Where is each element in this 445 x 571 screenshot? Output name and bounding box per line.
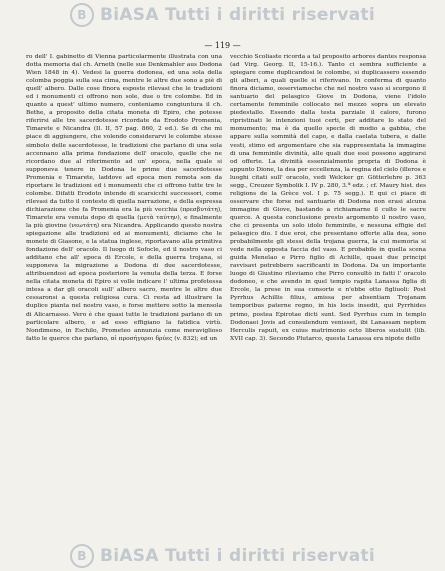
right-column: [230, 53, 426, 539]
watermark-text: BiASA Tutti i diritti riservati: [99, 546, 376, 566]
right-column-text: vecchio Scoliaste ricorda a tal proposito arbores dantes responsa (ad Virg. Georg. II, 15-16.). Tanto ci sembra sufficiente a spiegare come duplicandosi le colombe, si duplicassero essendo gli alberi, a quali quelle si riferivano. In conferma di quanto finora diciamo, osserviamoche che nel nostro vaso si scorgono il santuario del pelasgico Giove in Dodona, viene l'idolo certamente femminile collocato nel mezzo sopra un elevato piedestallo. Essendo dalla testa parziale il calore, furono ripristinati le intenzioni tuoi certi, per additare lo stato del monumento; ma è da quello specie di modio a gabbia, che appare sulla sommità del capo, e dalla caelata tubera, e dalle vesti, stimo ed argomentare che sia rappresentata la immagine di una femminile divinità, alle quali due essi possono aggirarsi od offerte. La divinità essenzialmente propria di Dodona è appunto Dione, la dea per eccellenza, la regina del cielo (illeros e luoghi citati sull' oracolo, vedi Welcker gr. Götterlehre p. 363 segg., Creuzer Symbolik I. IV p. 280, 3.ª edz. ; cf. Maury hist. des religions de la Grèce vol. I p. 75 segg.). E qui ci piace di osservare che forse nel santuario di Dodona non erasi alcuna immagine di Giove, bastando a richiamarne il culto le sacre querce. A questa conclusione presto argomento il nostro vaso, che ci presenta un solo idolo femminile, e nessuna effigie del pelasgico dio. I due eroi, che presentano offerte alla dea, sono probabilmente gli stessi della trojana guerra, la cui memoria si vede nella opposta faccia del vaso. E probabile in quella scena guida Menelao e Pirro figlio di Achille, quasi due principi ravvisavi potrebbero sacrificanti in Dodona. Da un importante luogo di Giustino rileviamo che Pirro consultò in fatti l' oracolo dodoneo, e che avendo in quel tempio rapita Lanassa figlia di Ercole, la prese in sua consorte e n'ebbe otto figliuoli: Post Pyrrhus Achillis filius, amissa per absentiam Trojanam temporibus paterne regno, in his locis insedit, qui Pyrrhides primo, postea Epirotae dicti sunt. Sed Pyrrhus cum in templo Dodonaei Jovis ad consulendum venisset, ibi Lanassam neptem Herculis rapuit, ex cuius matrimonio octo liberos sustulit (lib. XVII cap. 3). Secondo Plutarco, questa Lanassa era nipote dello: [230, 54, 426, 342]
watermark-text: BiASA Tutti i diritti riservati: [99, 5, 376, 25]
watermark-banner-bottom: [0, 543, 445, 569]
watermark-logo-icon: B: [70, 544, 94, 568]
page-number: — 119 —: [204, 41, 241, 50]
left-column-text: ro dell' I. gabinetto di Vienna particolarmente illustrata con una dotta memoria dal ch. Arneth (nelle sue Denkmahler aus Dodona Wien 1848 in 4). Vedesi la guerra dodonea, ed una sola della colomba poggia sulla sua cima, mentre le altre due sono a piè di quell' albero. Dalle cose finora esposte rilevasi che le tradizioni ed i monumenti ci offrono non sole, due o tre colombe. Ed in quanto a quest' ultimo numero, conteniamo congiuntura il ch. Bethe, a proposito della citata moneta di Epiro, che potesse riferirsi alle tre sacerdotesse ricordate da Erodoto Promenia, Timarete e Nicandra (Il. II, 57 pag. 860, 2 ed.). Se di che mi piace di aggiungere, che volendo considerarvi le colombe stesse simbolo delle sacerdotesse, le tradizioni che parlano di una sola accennano alla prima fondazione dell' oracolo, quelle che ne ricordano due al riferimento ad un' epoca, nella quale si supponeva tenere in Dodona le prime due sacerdotesse Promenia e Timarete, laddove ad epoca men remota son da riportare le tradizioni ed i monumenti che ci offrono tutte tre le colombe. Difatti Erodoto intende di scarsicchi successori, come rilevasi da tutto il contesto di quella narrazione, e della espressa dichiarazione che fa Promenia era la più vecchia (πρεσβυτάτη), Timarete era venuta dopo di quella (μετὰ ταύτην), e finalmente la più giovine (νεωτάτη) era Nicandra. Applicando questo nostra spiegazione alle tradizioni ed ai monumenti, diciamo che le monete di Giasone, e la statua inglese, riportavano alla primitiva fondazione dell' oracolo. Il luogo di Sofocle, ed il nostro vaso ci additano che all' epoca di Ercole, e della guerra trojana, si supponeva la migrazione a Dodona di due sacerdotesse, attribuendosi ad epoca posteriore la venuta della terza. E forse nella citata moneta di Epiro si volle indicare l' ultima profetessa intesa a dar gli oracoli sull' albero sacro, mentre le altre due cessaronsi a questa religiosa cura. Ci resta ad illustrare la duplice pianta nel nostro vaso, e forse mettere sotto la mensola di Alicarnasso. Vero è che quasi tutte le tradizioni parlano di un particolare albero, e ad esso effigiano la fatidica virtù. Nondimeno, in Eschilo, Prometeo annunzia come meraviglioso fatto le querce che parlano, αἱ προσήγοροι δρύες (v. 832); ed un: [26, 54, 222, 342]
text-columns: [26, 53, 426, 539]
watermark-logo-icon: B: [70, 3, 94, 27]
left-column: [26, 53, 222, 539]
watermark-banner-top: [0, 2, 445, 28]
